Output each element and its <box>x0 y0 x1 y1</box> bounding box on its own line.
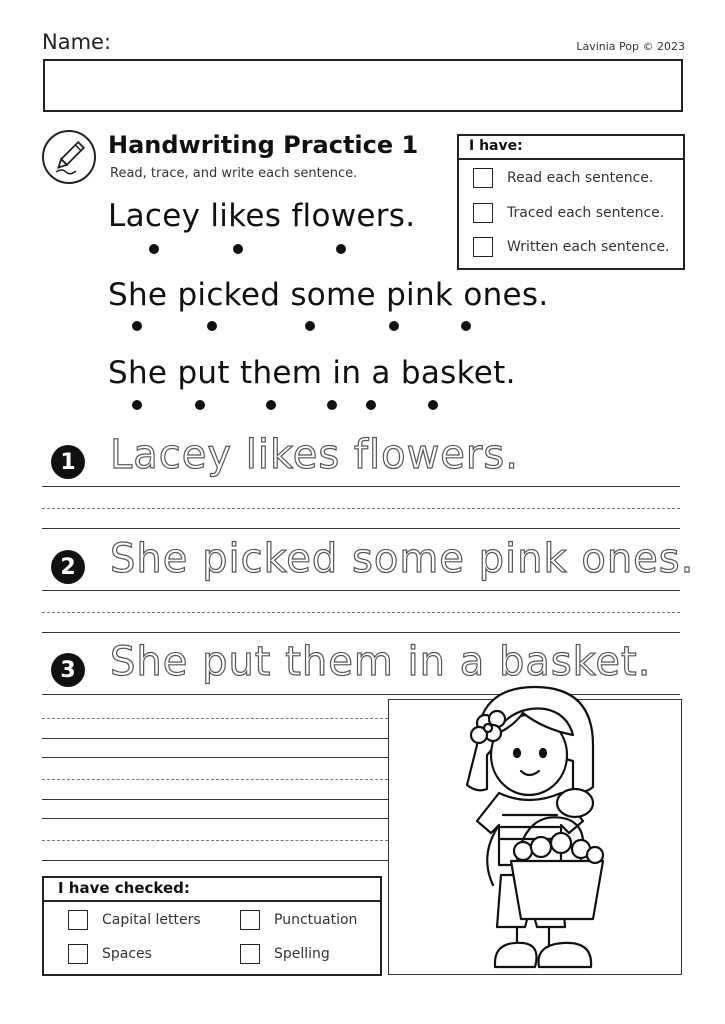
number-badge-2: 2 <box>51 550 85 584</box>
checkbox[interactable] <box>473 203 493 223</box>
checklist-label: Traced each sentence. <box>507 205 665 221</box>
checkbox[interactable] <box>473 237 493 257</box>
illustration-frame <box>388 699 682 975</box>
writing-line <box>42 486 680 487</box>
trace-sentence-3: She put them in a basket. <box>110 639 652 685</box>
page-title: Handwriting Practice 1 <box>108 131 419 159</box>
instructions-subtitle: Read, trace, and write each sentence. <box>110 166 358 181</box>
name-label: Name: <box>42 30 112 54</box>
checked-item-spaces <box>68 944 152 964</box>
i-have-checked-box <box>42 876 382 976</box>
checklist-label: Punctuation <box>274 912 358 928</box>
checked-item-capital-letters <box>68 910 201 930</box>
writing-line <box>42 860 388 861</box>
trace-sentence-1: Lacey likes flowers. <box>110 432 519 478</box>
model-sentence-2: She picked some pink ones. <box>108 277 549 313</box>
divider <box>459 158 683 160</box>
i-have-title: I have: <box>469 138 523 154</box>
name-input-box[interactable] <box>43 59 683 112</box>
checklist-item-written <box>473 237 670 257</box>
writing-line <box>42 738 388 739</box>
checklist-item-read <box>473 168 653 188</box>
checklist-label: Spelling <box>274 946 330 962</box>
checkbox[interactable] <box>68 944 88 964</box>
copyright-credit: Lavinia Pop © 2023 <box>576 40 685 53</box>
number-badge-1: 1 <box>51 445 85 479</box>
pencil-icon <box>42 130 96 184</box>
checklist-item-traced <box>473 203 664 223</box>
checkbox[interactable] <box>240 910 260 930</box>
writing-midline <box>42 508 680 509</box>
checklist-label: Read each sentence. <box>507 170 654 186</box>
checkbox[interactable] <box>240 944 260 964</box>
writing-midline <box>42 840 388 841</box>
girl-with-flower-basket-icon <box>389 675 681 975</box>
checklist-label: Written each sentence. <box>507 239 670 255</box>
checkbox[interactable] <box>68 910 88 930</box>
writing-line <box>42 799 388 800</box>
writing-line <box>42 590 680 591</box>
i-have-checked-title: I have checked: <box>58 879 190 897</box>
writing-line <box>42 818 388 819</box>
writing-midline <box>42 779 388 780</box>
writing-line <box>42 528 680 529</box>
writing-midline <box>42 718 388 719</box>
writing-line <box>42 757 388 758</box>
writing-line <box>42 632 680 633</box>
trace-sentence-2: She picked some pink ones. <box>110 536 695 582</box>
checked-item-spelling <box>240 944 330 964</box>
model-sentence-3: She put them in a basket. <box>108 355 516 391</box>
checklist-label: Spaces <box>102 946 152 962</box>
checklist-label: Capital letters <box>102 912 201 928</box>
number-badge-3: 3 <box>51 653 85 687</box>
checkbox[interactable] <box>473 168 493 188</box>
model-sentence-1: Lacey likes flowers. <box>108 198 416 234</box>
writing-midline <box>42 612 680 613</box>
checked-item-punctuation <box>240 910 357 930</box>
i-have-checklist <box>457 134 685 270</box>
divider <box>44 900 380 902</box>
